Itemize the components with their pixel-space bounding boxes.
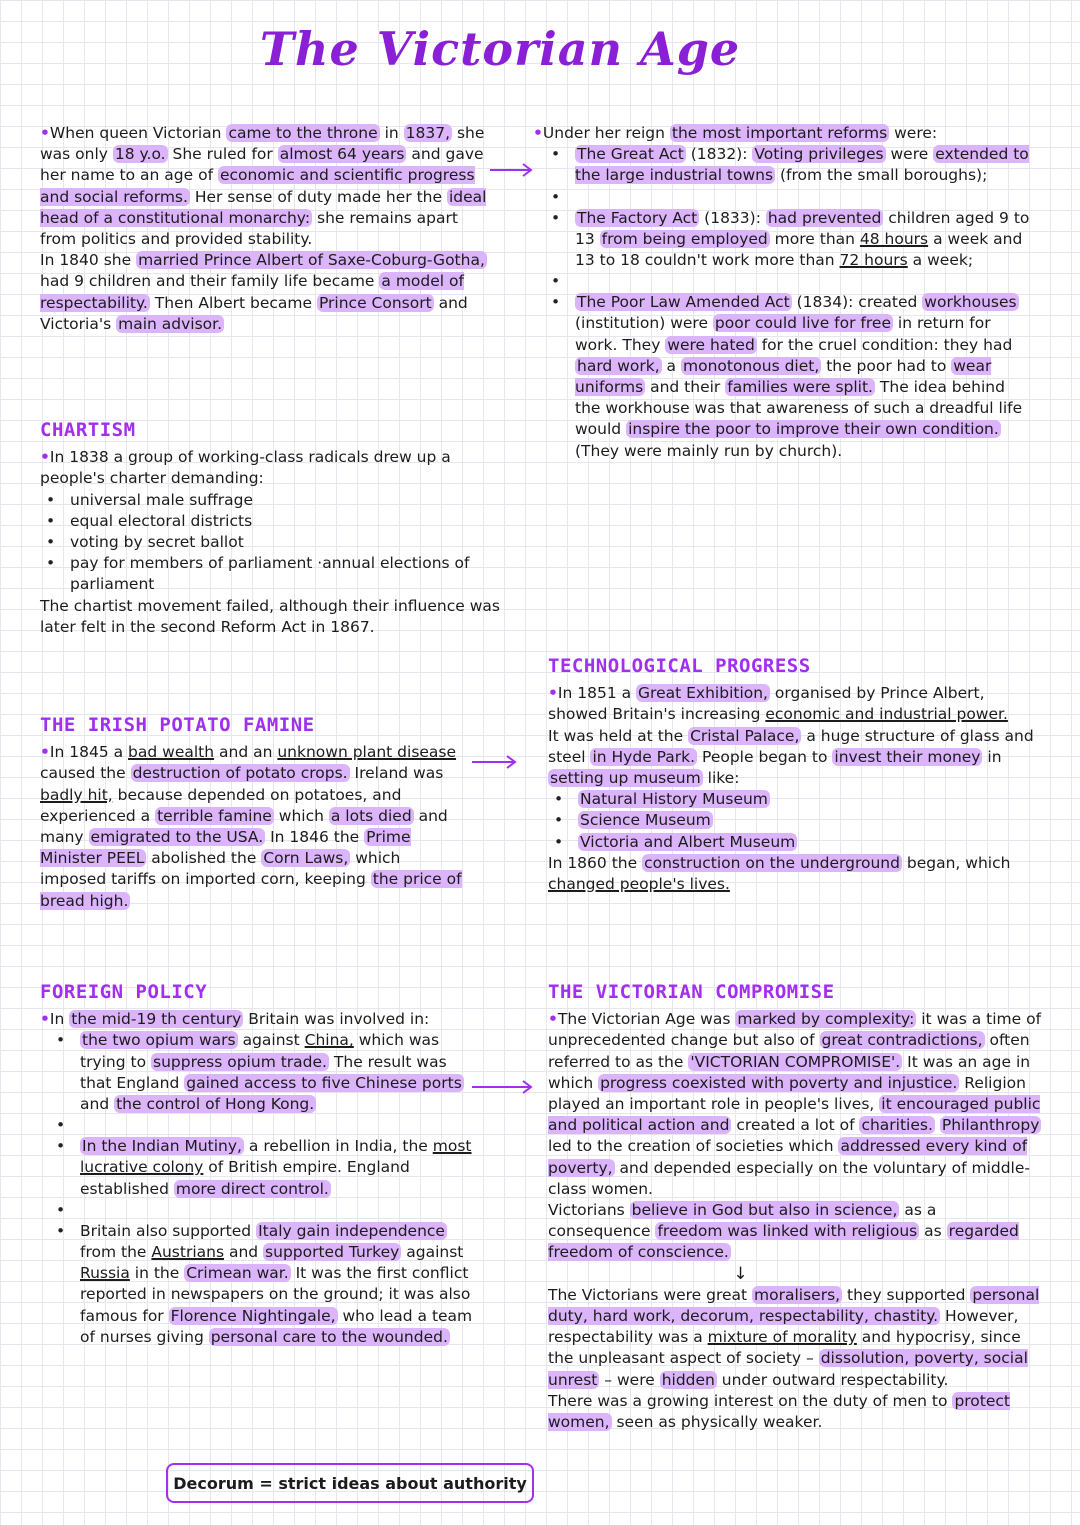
famine-heading: THE IRISH POTATO FAMINE: [40, 714, 315, 736]
compromise-heading: THE VICTORIAN COMPROMISE: [548, 981, 835, 1003]
list-item: • Natural History Museum: [548, 789, 1038, 810]
compromise-paragraph: •The Victorian Age was marked by complexity: it was a time of unprecedented change but also of great contradictions, often referred to as the 'VICTORIAN COMPROMISE'. It was an age in which progress coexisted with poverty and injustice. Religion played an important role in people's lives, it encouraged public and political action and created a lot of charities. Philanthropy led to the creation of societies which addressed every kind of poverty, and depended especially on the voluntary of middle-class women.: [548, 1010, 1042, 1198]
bullet-icon: •: [40, 1010, 50, 1029]
reforms-section: [533, 123, 1033, 462]
bullet-icon: •: [533, 124, 543, 142]
foreign-opium-wars: • the two opium wars against China, which was trying to suppress opium trade. The result was that England gained access to five Chinese ports and the control of Hong Kong.: [50, 1030, 480, 1115]
famine-paragraph: •In 1845 a bad wealth and an unknown plant disease caused the destruction of potato crops. Ireland was badly hit, because depended on potatoes, and experienced a terrible famine which a lots died and many emigrated to the USA. In 1846 the Prime Minister PEEL abolished the Corn Laws, which imposed tariffs on imported corn, keeping the price of bread high.: [40, 743, 462, 910]
reform-poor-law: • The Poor Law Amended Act (1834): created workhouses (institution) were poor could live for free in return for work. They were hated for the cruel condition: they had hard work, a monotonous diet, the poor had to wear uniforms and their families were split. The idea behind the workhouse was that awareness of such a dreadful life would inspire the poor to improve their own condition. (They were mainly run by church).: [545, 292, 1033, 462]
tech-section: [548, 656, 1038, 895]
chartism-heading: CHARTISM: [40, 419, 136, 441]
arrow-down-icon: ↓: [733, 1263, 748, 1284]
list-item: • Science Museum: [548, 810, 1038, 831]
museum-list: [548, 789, 1038, 853]
spacer: [50, 1115, 480, 1136]
decorum-note: Decorum = strict ideas about authority: [166, 1463, 534, 1503]
bullet-icon: •: [40, 743, 50, 762]
foreign-list: [40, 1030, 480, 1348]
chartism-outro: The chartist movement failed, although their influence was later felt in the second Reform Act in 1867.: [40, 596, 500, 636]
list-item: • universal male suffrage: [40, 490, 500, 511]
foreign-italy-crimea: • Britain also supported Italy gain independence from the Austrians and supported Turkey against Russia in the Crimean war. It was the first conflict reported in newspapers on the ground; it was also famous for Florence Nightingale, who lead a team of nurses giving personal care to the wounded.: [50, 1221, 480, 1348]
arrow-right-icon: [470, 752, 520, 772]
reform-factory-act: • The Factory Act (1833): had prevented children aged 9 to 13 from being employed more than 48 hours a week and 13 to 18 couldn't work more than 72 hours a week;: [545, 208, 1033, 272]
bullet-icon: •: [40, 448, 50, 467]
compromise-paragraph-4: There was a growing interest on the duty of men to protect women, seen as physically weaker.: [548, 1391, 1011, 1432]
arrow-right-icon: [488, 160, 536, 180]
tech-heading: TECHNOLOGICAL PROGRESS: [548, 655, 811, 677]
bullet-icon: •: [40, 124, 50, 142]
spacer: [50, 1200, 480, 1221]
intro-paragraph-2: In 1840 she married Prince Albert of Saxe-Coburg-Gotha, had 9 children and their family life became a model of respectability. Then Albert became Prince Consort and Victoria's main advisor.: [40, 251, 485, 333]
reforms-list: [533, 144, 1033, 462]
compromise-paragraph-3: The Victorians were great moralisers, they supported personal duty, hard work, decorum, respectability, chastity. However, respectability was a mixture of morality and hypocrisy, since the unpleasant aspect of society – dissolution, poverty, social unrest – were hidden under outward respectability.: [548, 1285, 1040, 1389]
list-item: • voting by secret ballot: [40, 532, 500, 553]
chartism-list: [40, 490, 500, 596]
spacer: [545, 187, 1033, 208]
tech-paragraph-3: In 1860 the construction on the underground began, which changed people's lives.: [548, 853, 1011, 894]
foreign-indian-mutiny: • In the Indian Mutiny, a rebellion in India, the most lucrative colony of British empire. England established more direct control.: [50, 1136, 480, 1200]
list-item: • equal electoral districts: [40, 511, 500, 532]
page-title: The Victorian Age: [259, 22, 741, 76]
chartism-intro: •In 1838 a group of working-class radicals drew up a people's charter demanding:: [40, 448, 451, 488]
compromise-paragraph-2: Victorians believe in God but also in science, as a consequence freedom was linked with religious as regarded freedom of conscience.: [548, 1201, 1019, 1262]
famine-section: [40, 715, 470, 912]
spacer: [545, 271, 1033, 292]
intro-paragraph: •When queen Victorian came to the throne in 1837, she was only 18 y.o. She ruled for almost 64 years and gave her name to an age of economic and scientific progress and social reforms. Her sense of duty made her the ideal head of a constitutional monarchy: she remains apart from politics and provided stability.: [40, 124, 487, 249]
chartism-section: [40, 420, 500, 638]
bullet-icon: •: [548, 684, 558, 703]
bullet-icon: •: [548, 1010, 558, 1029]
reform-great-act: • The Great Act (1832): Voting privileges were extended to the large industrial towns (from the small boroughs);: [545, 144, 1033, 186]
reforms-intro: •Under her reign the most important reforms were:: [533, 124, 938, 142]
list-item: • pay for members of parliament ·annual elections of parliament: [40, 553, 500, 595]
tech-paragraph: •In 1851 a Great Exhibition, organised by Prince Albert, showed Britain's increasing economic and industrial power.: [548, 684, 1008, 724]
tech-paragraph-2: It was held at the Cristal Palace, a huge structure of glass and steel in Hyde Park. People began to invest their money in setting up museum like:: [548, 726, 1034, 788]
foreign-section: [40, 982, 480, 1348]
foreign-intro: •In the mid-19 th century Britain was involved in:: [40, 1010, 430, 1029]
intro-section: [40, 123, 495, 335]
foreign-heading: FOREIGN POLICY: [40, 981, 208, 1003]
compromise-section: [548, 982, 1043, 1433]
arrow-right-icon: [470, 1077, 536, 1097]
list-item: • Victoria and Albert Museum: [548, 832, 1038, 853]
